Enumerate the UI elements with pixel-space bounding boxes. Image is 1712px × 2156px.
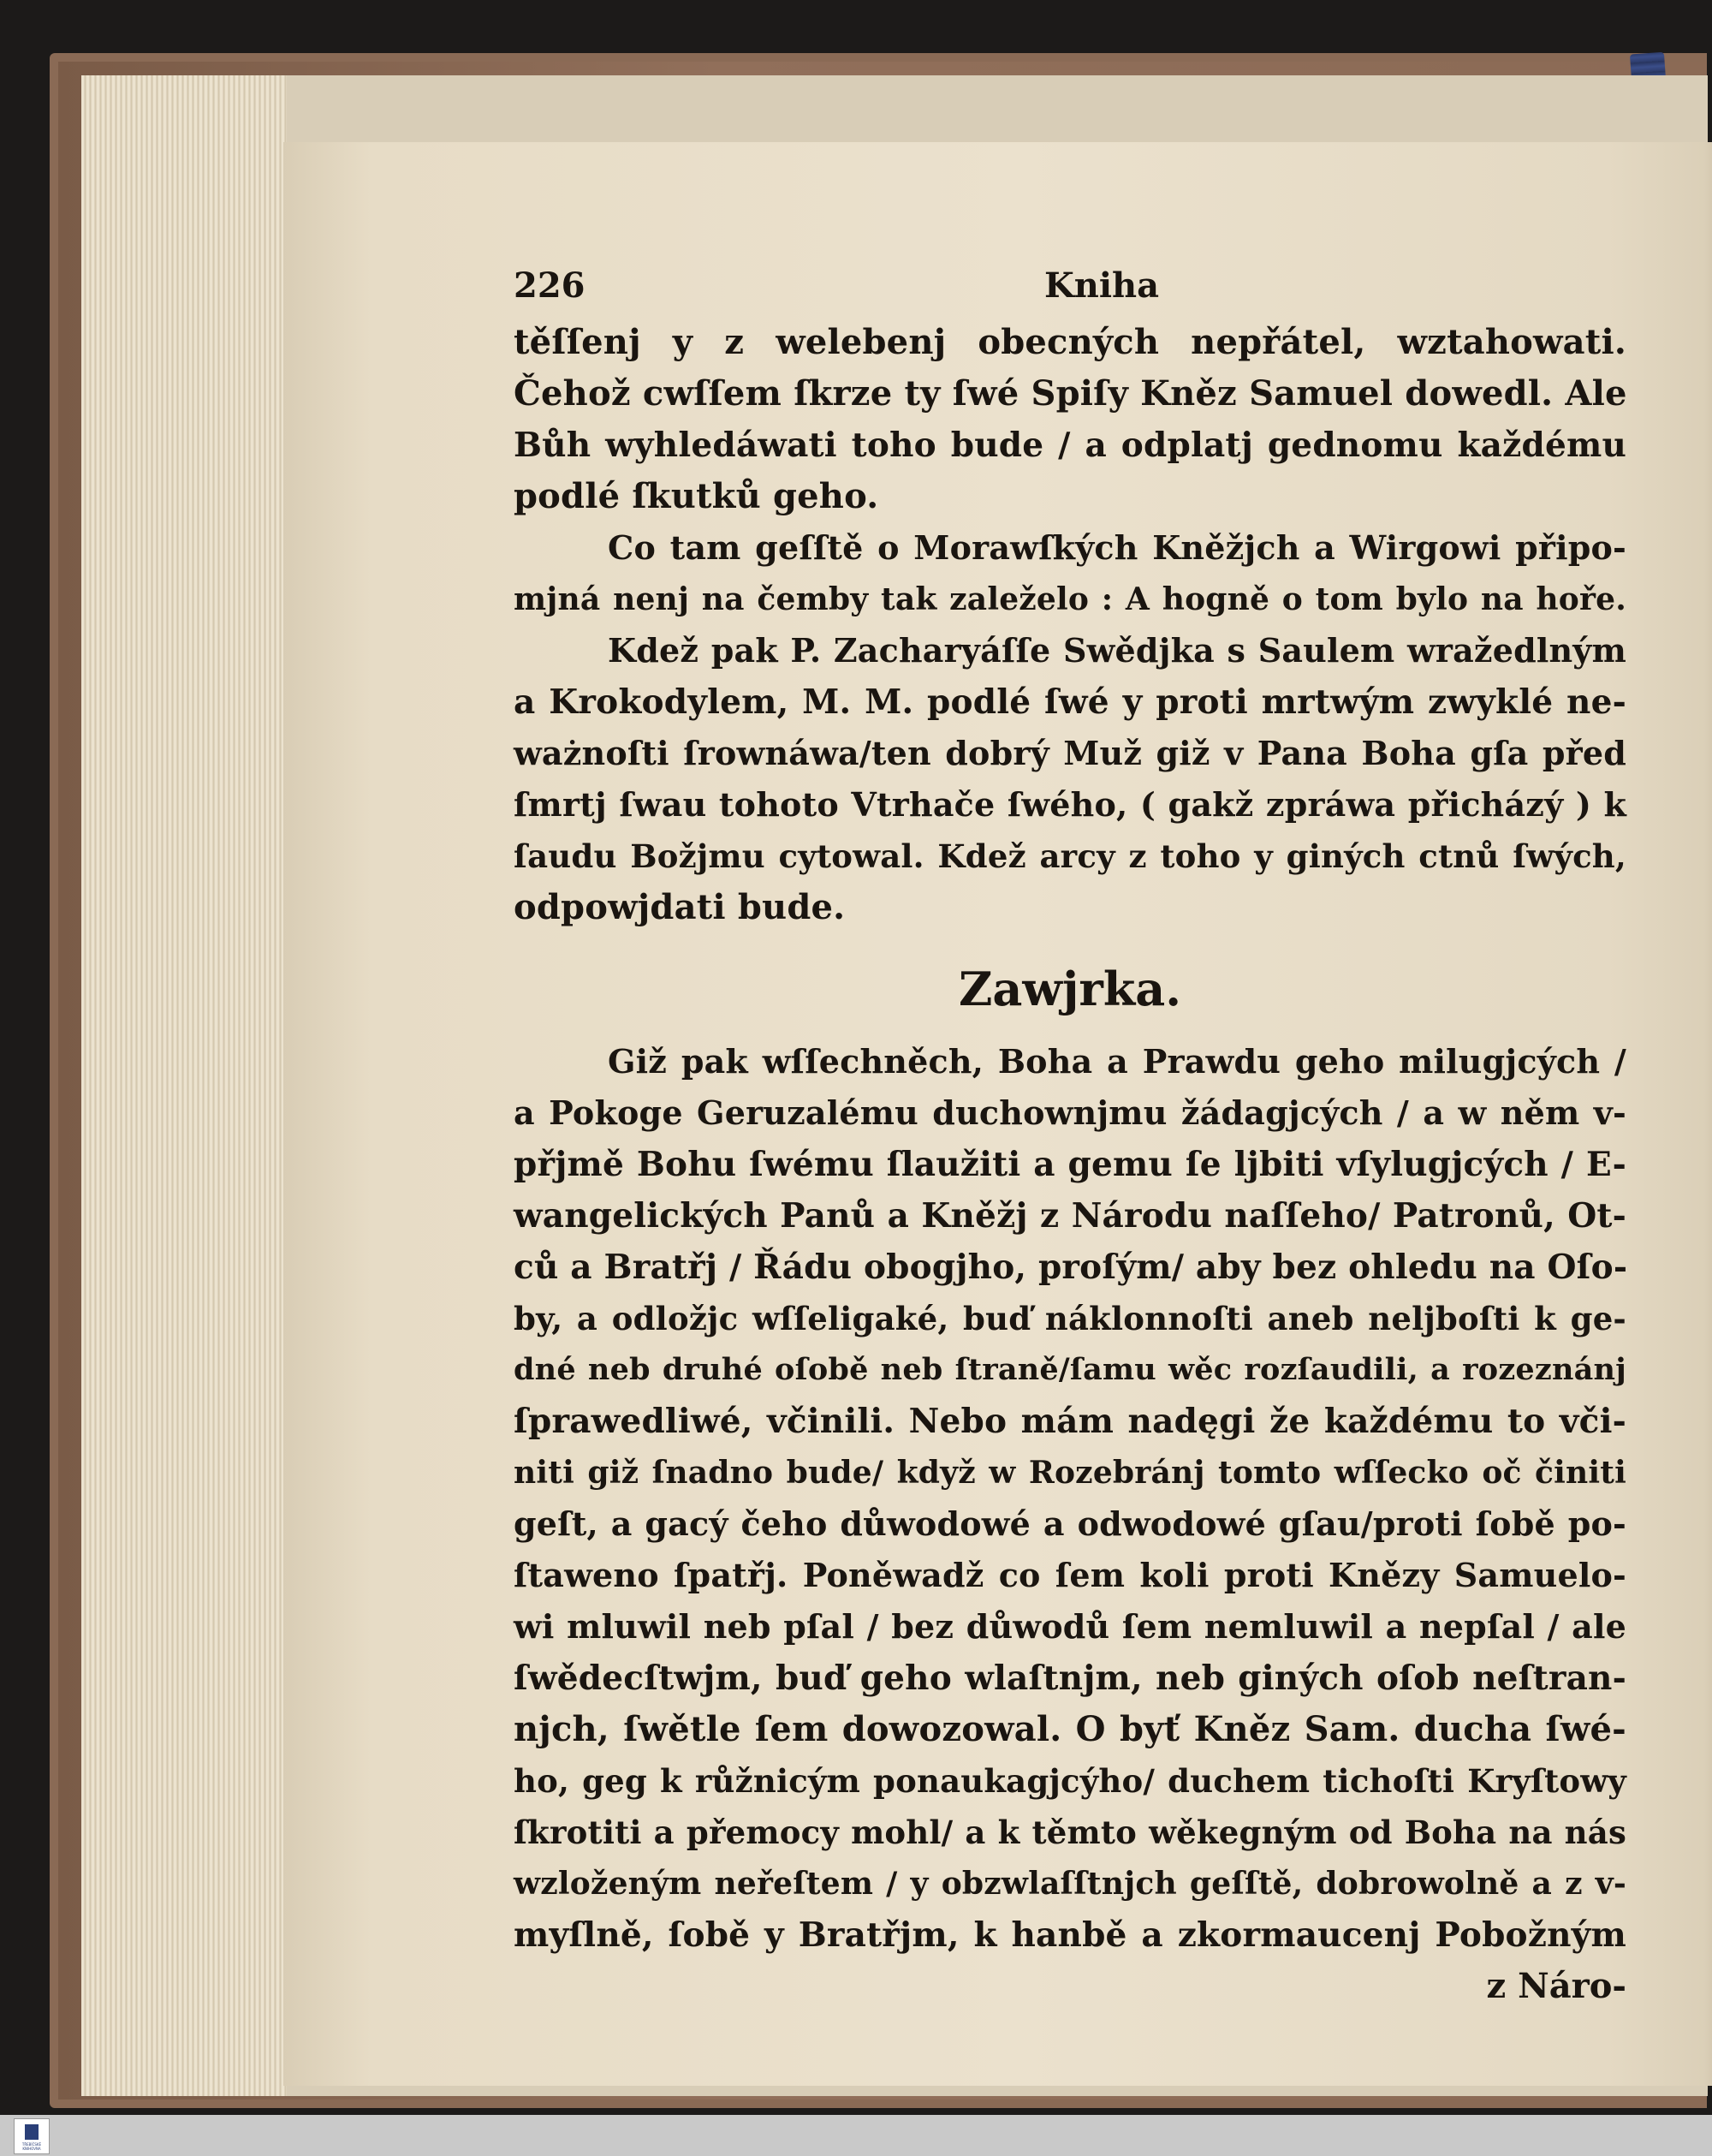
text-line: myſlně, ſobě y Bratřjm, k hanbě a zkormaucenj Pobožným bbox=[514, 1915, 1626, 1955]
running-title: Kniha bbox=[1044, 265, 1160, 306]
paragraph-1 bbox=[514, 317, 1626, 522]
text-line: odpowjdati bude. bbox=[514, 887, 846, 927]
text-line: Giž pak wſſechněch, Boha a Prawdu geho milugjcých / bbox=[608, 1042, 1626, 1081]
text-line: a Krokodylem, M. M. podlé ſwé y proti mrtwým zwyklé ne- bbox=[514, 682, 1626, 722]
catchword: z Náro- bbox=[1486, 1966, 1626, 2006]
text-line: Kdež pak P. Zacharyáſſe Swědjka s Saulem wražedlným bbox=[608, 631, 1626, 670]
text-line: wzloženým neřeſtem / y obzwlaſſtnjch geſſtě, dobrowolně a z v- bbox=[514, 1866, 1626, 1902]
text-line: ſaudu Božjmu cytowal. Kdež arcy z toho y giných ctnů ſwých, bbox=[514, 837, 1626, 875]
paragraph-4 bbox=[514, 1036, 1626, 1961]
text-line: niti giž ſnadno bude/ když w Rozebránj tomto wſſecko oč činiti bbox=[514, 1455, 1626, 1491]
text-line: wangelických Panů a Kněžj z Národu naſſeho/ Patronů, Ot- bbox=[514, 1196, 1626, 1236]
text-line: podlé ſkutků geho. bbox=[514, 476, 879, 516]
text-line: ſmrtj ſwau tohoto Vtrhače ſwého, ( gakž zpráwa přicházý ) k bbox=[514, 785, 1626, 824]
text-line: ſtaweno ſpatřj. Poněwadž co ſem koli proti Knězy Samuelo- bbox=[514, 1556, 1626, 1594]
text-line: ſkrotiti a přemocy mohl/ a k těmto wěkegným od Boha na nás bbox=[514, 1814, 1626, 1851]
text-line: přjmě Bohu ſwému ſlaužiti a gemu ſe ljbiti vſylugjcých / E- bbox=[514, 1145, 1626, 1184]
text-line: ho, geg k růžnicým ponaukagjcýho/ duchem tichoſti Kryſtowy bbox=[514, 1762, 1626, 1800]
library-logo[interactable] bbox=[14, 2118, 50, 2154]
library-logo-text: TŘEBÍČSKÉ KNIHOVNA bbox=[21, 2142, 42, 2151]
text-line: ważnoſti ſrownáwa/ten dobrý Muž giž v Pana Boha gſa před bbox=[514, 734, 1626, 772]
paragraph-3 bbox=[514, 625, 1626, 933]
page-header bbox=[514, 257, 1626, 317]
text-line: dné neb druhé oſobě neb ſtraně/ſamu wěc rozſaudili, a rozeznánj bbox=[514, 1352, 1626, 1387]
page-text-area bbox=[514, 257, 1626, 2012]
text-line: ſprawedliwé, včinili. Nebo mám nadęgi že každému to vči- bbox=[514, 1402, 1626, 1441]
viewer-footer-bar bbox=[0, 2115, 1712, 2156]
section-title: Zawjrka. bbox=[958, 962, 1182, 1016]
text-line: Bůh wyhledáwati toho bude / a odplatj gednomu každému bbox=[514, 426, 1626, 465]
text-line: geſt, a gacý čeho důwodowé a odwodowé gſau/proti ſobě po- bbox=[514, 1504, 1626, 1543]
page-edges bbox=[81, 75, 287, 2096]
text-line: by, a odložjc wſſeligaké, buď náklonnoſti aneb neljboſti k ge- bbox=[514, 1300, 1626, 1337]
text-line: mjná nenj na čemby tak zaleželo : A hogně o tom bylo na hoře. bbox=[514, 581, 1626, 617]
text-line: ſwědecſtwjm, buď geho wlaſtnjm, neb giných oſob neſtran- bbox=[514, 1659, 1626, 1698]
text-line: Čehož cwſſem ſkrze ty ſwé Spiſy Kněz Samuel dowedl. Ale bbox=[514, 373, 1627, 414]
page-number: 226 bbox=[514, 265, 586, 306]
text-line: njch, ſwětle ſem dowozowal. O byť Kněz Sam. ducha ſwé- bbox=[514, 1709, 1626, 1749]
page-gutter-shadow bbox=[1704, 142, 1712, 2086]
paragraph-2 bbox=[514, 522, 1626, 625]
text-line: těſſenj y z welebenj obecných nepřátel, wztahowati. bbox=[514, 322, 1626, 362]
text-line: a Pokoge Geruzalému duchownjmu žádagjcých / a w něm v- bbox=[514, 1093, 1626, 1132]
text-line: Co tam geſſtě o Morawſkých Kněžjch a Wirgowi připo- bbox=[608, 528, 1626, 567]
text-line: ců a Bratřj / Řádu obogjho, proſým/ aby bez ohledu na Oſo- bbox=[514, 1248, 1628, 1287]
text-line: wi mluwil neb pſal / bez důwodů ſem nemluwil a nepſal / ale bbox=[514, 1607, 1626, 1646]
library-logo-icon bbox=[25, 2124, 39, 2140]
